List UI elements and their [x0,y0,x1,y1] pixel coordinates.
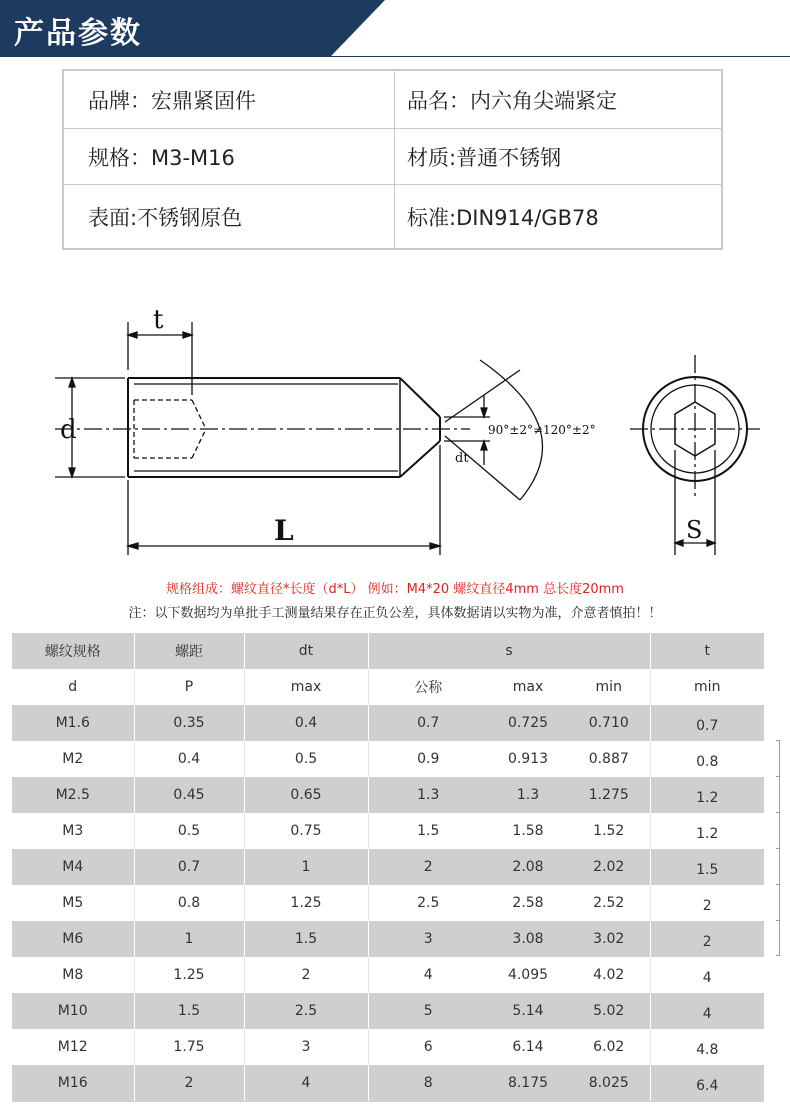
cell-pitch: 0.7 [134,849,244,885]
cell-s-max: 6.14 [488,1029,568,1065]
cell-s-nominal: 2.5 [368,885,488,921]
label-t: t [153,305,164,335]
table-header-row [12,633,764,669]
edge-tick [776,776,780,777]
cell-dt-max: 1.25 [244,885,368,921]
spec-size: 规格：M3-M16 [88,145,235,170]
cell-thread-spec: M4 [12,849,134,885]
label-dt: dt [455,451,469,466]
cell-dt-max: 2 [244,957,368,993]
table-row [12,885,764,921]
cell-dt-max: 0.5 [244,741,368,777]
cell-pitch: 0.35 [134,705,244,741]
table-bottom-rule [12,1101,764,1102]
cell-t-min: 0.8 [650,741,764,777]
cell-s-max: 0.913 [488,741,568,777]
cell-s-min: 0.887 [568,741,650,777]
cell-dt-max: 0.65 [244,777,368,813]
cell-s-nominal: 3 [368,921,488,957]
cell-s-min: 8.025 [568,1065,650,1101]
edge-tick [776,848,780,849]
cell-s-nominal: 6 [368,1029,488,1065]
cell-pitch: 1.25 [134,957,244,993]
cell-thread-spec: M1.6 [12,705,134,741]
cell-s-max: 5.14 [488,993,568,1029]
cell-s-max: 4.095 [488,957,568,993]
cell-pitch: 1 [134,921,244,957]
cell-s-max: 2.08 [488,849,568,885]
cell-s-nominal: 0.7 [368,705,488,741]
cell-thread-spec: M5 [12,885,134,921]
cell-s-min: 3.02 [568,921,650,957]
cell-thread-spec: M2.5 [12,777,134,813]
subheader-p: P [134,669,244,705]
subheader-t-min: min [650,669,764,705]
edge-tick [776,740,780,741]
cell-dt-max: 0.75 [244,813,368,849]
screw-diagram [0,300,790,565]
cell-t-min: 4 [650,993,764,1029]
cell-s-min: 0.710 [568,705,650,741]
edge-tick [776,884,780,885]
cell-s-max: 8.175 [488,1065,568,1101]
table-row [12,921,764,957]
subheader-s-min: min [568,669,650,705]
cell-s-min: 6.02 [568,1029,650,1065]
header-dt: dt [244,633,368,669]
cell-thread-spec: M6 [12,921,134,957]
cell-pitch: 1.75 [134,1029,244,1065]
dimension-table [12,633,764,1101]
cell-pitch: 0.8 [134,885,244,921]
header-thread-spec: 螺纹规格 [12,633,134,669]
header-pitch: 螺距 [134,633,244,669]
header-banner [0,0,790,58]
cell-pitch: 0.5 [134,813,244,849]
disclaimer-note: 注：以下数据均为单批手工测量结果存在正负公差，具体数据请以实物为准，介意者慎拍！！ [128,606,662,621]
cell-dt-max: 4 [244,1065,368,1101]
table-row [12,1065,764,1101]
table-body [12,705,764,1101]
cell-s-min: 4.02 [568,957,650,993]
cell-pitch: 0.4 [134,741,244,777]
label-s: S [686,516,703,544]
cell-s-nominal: 4 [368,957,488,993]
cell-s-min: 1.52 [568,813,650,849]
size-composition-note: 规格组成：螺纹直径*长度（d*L） 例如：M4*20 螺纹直径4mm 总长度20mm [166,582,624,597]
cell-pitch: 2 [134,1065,244,1101]
table-subheader-row [12,669,764,705]
spec-material: 材质:普通不锈钢 [407,145,562,170]
cell-t-min: 2 [650,921,764,957]
subheader-dt-max: max [244,669,368,705]
cell-thread-spec: M12 [12,1029,134,1065]
header-rule [0,56,790,57]
table-row [12,957,764,993]
spec-standard: 标准:DIN914/GB78 [407,205,599,230]
header-t: t [650,633,764,669]
cell-dt-max: 1 [244,849,368,885]
table-row [12,705,764,741]
table-row [12,741,764,777]
edge-tick [776,920,780,921]
table-row [12,813,764,849]
cell-pitch: 1.5 [134,993,244,1029]
cell-s-max: 2.58 [488,885,568,921]
cell-s-max: 3.08 [488,921,568,957]
cell-s-max: 1.58 [488,813,568,849]
spec-surface: 表面:不锈钢原色 [88,205,243,230]
cell-thread-spec: M16 [12,1065,134,1101]
subheader-s-max: max [488,669,568,705]
subheader-s-nominal: 公称 [368,669,488,705]
cell-dt-max: 3 [244,1029,368,1065]
cell-dt-max: 2.5 [244,993,368,1029]
cell-s-min: 5.02 [568,993,650,1029]
spec-product-name: 品名：内六角尖端紧定 [407,88,617,113]
cell-thread-spec: M3 [12,813,134,849]
table-row [12,993,764,1029]
cell-dt-max: 0.4 [244,705,368,741]
cell-t-min: 2 [650,885,764,921]
cell-t-min: 1.5 [650,849,764,885]
cell-thread-spec: M2 [12,741,134,777]
cell-s-max: 0.725 [488,705,568,741]
cell-t-min: 6.4 [650,1065,764,1101]
cell-s-nominal: 2 [368,849,488,885]
cell-s-nominal: 5 [368,993,488,1029]
cell-t-min: 4.8 [650,1029,764,1065]
cell-s-max: 1.3 [488,777,568,813]
cell-dt-max: 1.5 [244,921,368,957]
cell-s-min: 1.275 [568,777,650,813]
cell-s-nominal: 0.9 [368,741,488,777]
cell-s-min: 2.52 [568,885,650,921]
cell-s-min: 2.02 [568,849,650,885]
table-row [12,1029,764,1065]
cell-s-nominal: 1.5 [368,813,488,849]
spec-table [62,69,723,250]
edge-tick [776,955,780,956]
page-title: 产品参数 [14,16,142,51]
label-d: d [60,415,77,445]
edge-tick [776,812,780,813]
spec-brand: 品牌：宏鼎紧固件 [88,88,256,113]
cell-t-min: 1.2 [650,813,764,849]
cell-t-min: 4 [650,957,764,993]
subheader-d: d [12,669,134,705]
cell-thread-spec: M10 [12,993,134,1029]
header-s: s [368,633,650,669]
table-row [12,777,764,813]
label-L: L [274,514,294,547]
cell-s-nominal: 1.3 [368,777,488,813]
cell-t-min: 1.2 [650,777,764,813]
cell-pitch: 0.45 [134,777,244,813]
cell-t-min: 0.7 [650,705,764,741]
label-angle: 90°±2°≠120°±2° [488,423,596,437]
table-row [12,849,764,885]
cell-s-nominal: 8 [368,1065,488,1101]
cell-thread-spec: M8 [12,957,134,993]
